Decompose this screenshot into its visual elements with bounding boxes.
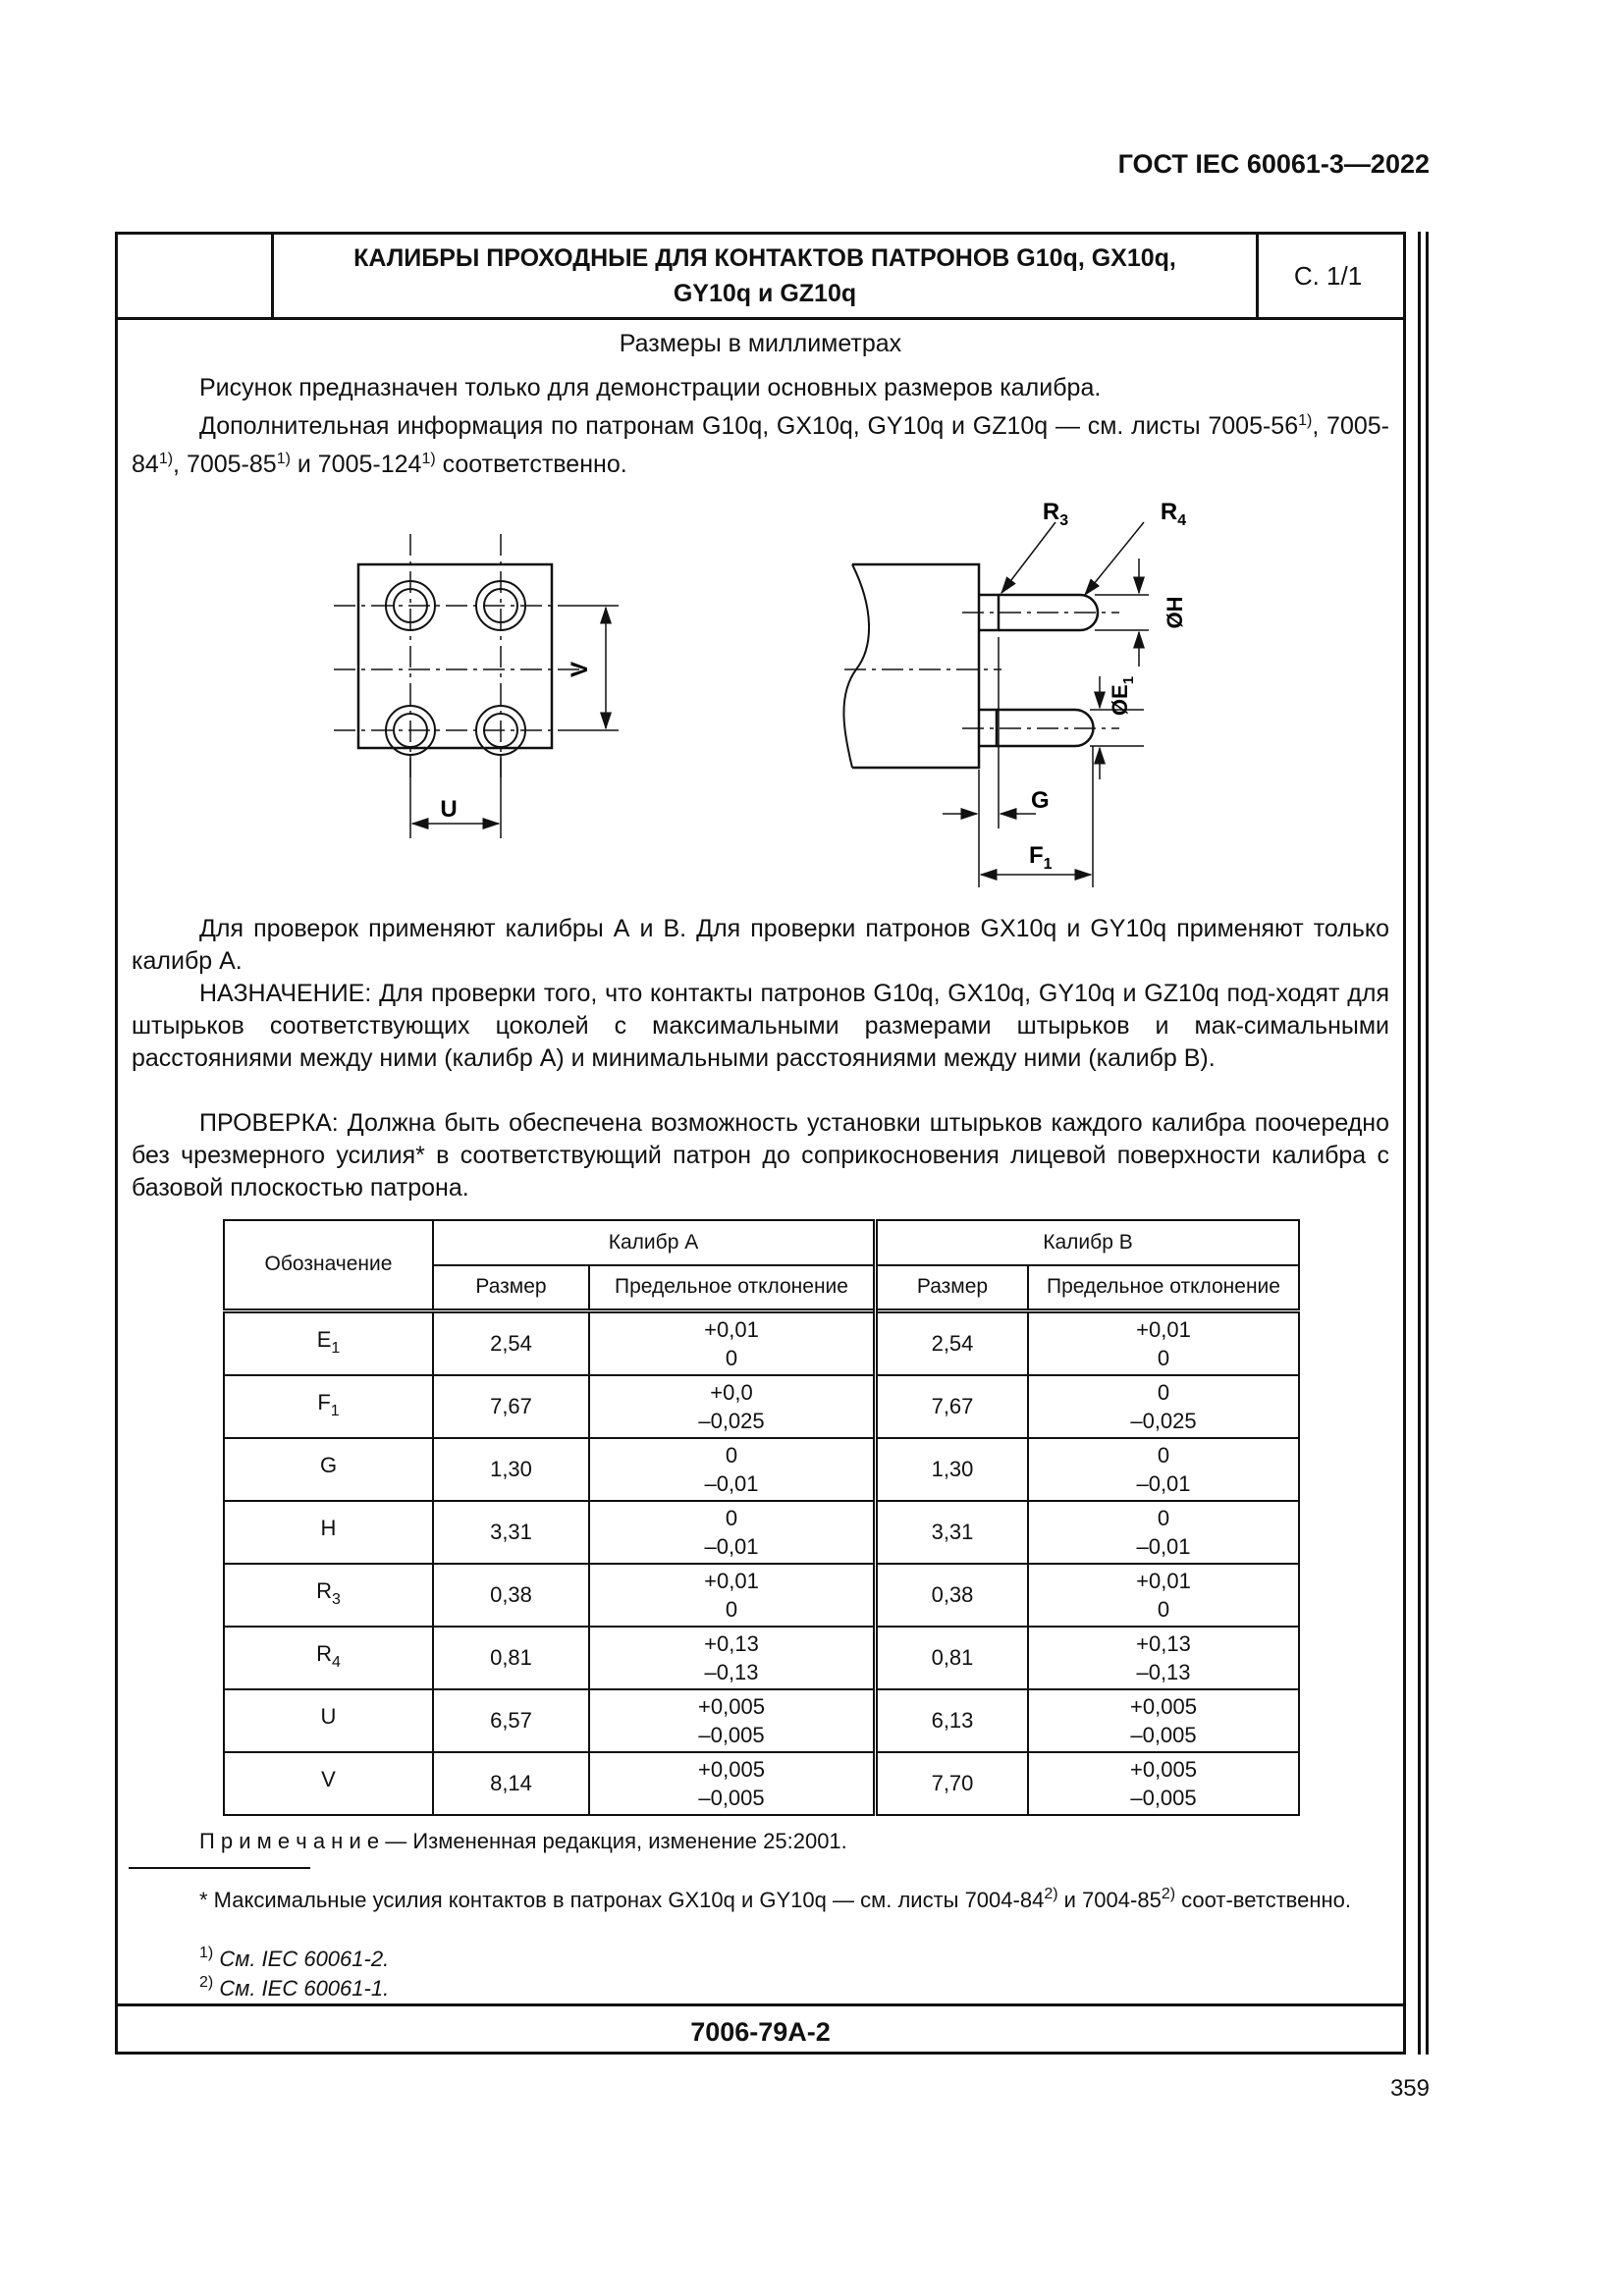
dim-label-g: G — [1031, 787, 1050, 814]
leader-label-r4: $R_4$ — [1160, 499, 1187, 529]
footnote-1: $^{1)}$ См. IEC 60061-2. — [199, 1945, 390, 1971]
cell-b-tolerance: +0,01 0 — [1028, 1564, 1299, 1627]
cell-a-size: 3,31 — [433, 1501, 589, 1564]
intro-paragraph-1: Рисунок предназначен только для демонстрации основных размеров калибра. — [199, 374, 1102, 401]
cell-b-size: 7,67 — [876, 1375, 1029, 1438]
cell-a-tolerance: +0,01 0 — [589, 1310, 876, 1375]
cell-designation: $R_3$ — [224, 1564, 433, 1627]
dim-label-e1: $ØE_1$ — [1108, 675, 1137, 717]
table-row — [224, 1438, 1299, 1501]
col-b-tolerance: Предельное отклонение — [1028, 1265, 1299, 1310]
cell-b-tolerance: 0 –0,01 — [1028, 1501, 1299, 1564]
frame-side-rule-2 — [1426, 232, 1429, 2055]
cell-a-tolerance: +0,01 0 — [589, 1564, 876, 1627]
cell-a-size: 0,38 — [433, 1564, 589, 1627]
cell-a-tolerance: +0,0 –0,025 — [589, 1375, 876, 1438]
cell-a-size: 1,30 — [433, 1438, 589, 1501]
plate-front-view — [334, 534, 619, 838]
dim-label-u: U — [440, 796, 458, 823]
gauge-dimensions-table — [223, 1219, 1300, 1816]
cell-designation: H — [224, 1501, 433, 1564]
units-note: Размеры в миллиметрах — [619, 330, 902, 357]
cell-b-tolerance: +0,005 –0,005 — [1028, 1689, 1299, 1752]
table-row — [224, 1564, 1299, 1627]
body-paragraph-1: Для проверок применяют калибры А и В. Для проверки патронов GX10q и GY10q применяют только калибр А. — [132, 915, 1389, 975]
dim-label-v: V — [567, 661, 593, 678]
footnote-2: $^{2)}$ См. IEC 60061-1. — [199, 1974, 390, 2001]
cell-a-size: 7,67 — [433, 1375, 589, 1438]
col-designation: Обозначение — [224, 1220, 433, 1310]
cell-a-size: 8,14 — [433, 1752, 589, 1815]
cell-designation: V — [224, 1752, 433, 1815]
col-b-size: Размер — [876, 1265, 1029, 1310]
cell-a-tolerance: +0,005 –0,005 — [589, 1752, 876, 1815]
sheet-title-line1: КАЛИБРЫ ПРОХОДНЫЕ ДЛЯ КОНТАКТОВ ПАТРОНОВ G10q, GX10q, — [353, 244, 1176, 272]
cell-b-size: 1,30 — [876, 1438, 1029, 1501]
cell-b-tolerance: 0 –0,01 — [1028, 1438, 1299, 1501]
table-row — [224, 1627, 1299, 1689]
frame-side-rule-1 — [1418, 232, 1421, 2055]
cell-designation: $E_1$ — [224, 1310, 433, 1375]
table-row — [224, 1375, 1299, 1438]
cell-a-tolerance: +0,005 –0,005 — [589, 1689, 876, 1752]
cell-b-size: 7,70 — [876, 1752, 1029, 1815]
dim-label-f1: $F_1$ — [1029, 842, 1053, 873]
body-paragraph-purpose: НАЗНАЧЕНИЕ: Для проверки того, что контакты патронов G10q, GX10q, GY10q и GZ10q под-ходят для штырьков соответствующих цоколей с максимальными размерами штырьков и мак-симальными расстояниями между ними (калибр А) и минимальными расстояниями между ними (калибр В). — [132, 980, 1389, 1072]
cell-b-tolerance: 0 –0,025 — [1028, 1375, 1299, 1438]
plate-side-view — [843, 522, 1149, 887]
page-number: 359 — [1389, 2075, 1430, 2102]
sheet-title-line2: GY10q и GZ10q — [673, 280, 857, 307]
cell-a-size: 0,81 — [433, 1627, 589, 1689]
cell-b-size: 0,38 — [876, 1564, 1029, 1627]
cell-designation: G — [224, 1438, 433, 1501]
sheet-ref: С. 1/1 — [1293, 260, 1363, 291]
cell-b-size: 6,13 — [876, 1689, 1029, 1752]
dim-label-h: ØH — [1163, 596, 1187, 629]
cell-b-size: 0,81 — [876, 1627, 1029, 1689]
cell-designation: $F_1$ — [224, 1375, 433, 1438]
cell-designation: $R_4$ — [224, 1627, 433, 1689]
footnote-rule — [129, 1867, 310, 1869]
standard-header: ГОСТ IEC 60061-3—2022 — [1117, 149, 1430, 179]
cell-a-size: 2,54 — [433, 1310, 589, 1375]
cell-b-size: 3,31 — [876, 1501, 1029, 1564]
cell-b-size: 2,54 — [876, 1310, 1029, 1375]
cell-designation: U — [224, 1689, 433, 1752]
cell-a-tolerance: +0,13 –0,13 — [589, 1627, 876, 1689]
table-row — [224, 1689, 1299, 1752]
footnote-star: * Максимальные усилия контактов в патронах GX10q и GY10q — см. листы 7004-84$^{2)}$ и 7004-85$^{2)}$ соот-ветственно. — [199, 1886, 1351, 1912]
table-header-row-1 — [224, 1220, 1299, 1265]
col-a-tolerance: Предельное отклонение — [589, 1265, 876, 1310]
body-paragraph-check: ПРОВЕРКА: Должна быть обеспечена возможность установки штырьков каждого калибра поочередно без чрезмерного усилия* в соответствующий патрон до соприкосновения лицевой поверхности калибра с базовой плоскостью патрона. — [132, 1109, 1389, 1201]
intro-paragraph-2: Дополнительная информация по патронам G10q, GX10q, GY10q и GZ10q — см. листы 7005-56$^{1)}$, 7005-84$^{1)}$, 7005-85$^{1)}$ и 7005-124$^{1)}$ соответственно. — [132, 412, 1389, 478]
col-a-size: Размер — [433, 1265, 589, 1310]
col-gauge-a: Калибр А — [433, 1220, 876, 1265]
table-note: П р и м е ч а н и е — Измененная редакция, изменение 25:2001. — [199, 1829, 847, 1853]
table-row — [224, 1501, 1299, 1564]
col-gauge-b: Калибр В — [876, 1220, 1300, 1265]
cell-b-tolerance: +0,13 –0,13 — [1028, 1627, 1299, 1689]
table-row — [224, 1310, 1299, 1375]
cell-a-tolerance: 0 –0,01 — [589, 1438, 876, 1501]
cell-b-tolerance: +0,005 –0,005 — [1028, 1752, 1299, 1815]
leader-label-r3: $R_3$ — [1042, 499, 1069, 529]
gauge-drawing — [118, 235, 1403, 922]
table-row — [224, 1752, 1299, 1815]
cell-a-tolerance: 0 –0,01 — [589, 1501, 876, 1564]
cell-a-size: 6,57 — [433, 1689, 589, 1752]
cell-b-tolerance: +0,01 0 — [1028, 1310, 1299, 1375]
sheet-number: 7006-79A-2 — [690, 2016, 831, 2047]
